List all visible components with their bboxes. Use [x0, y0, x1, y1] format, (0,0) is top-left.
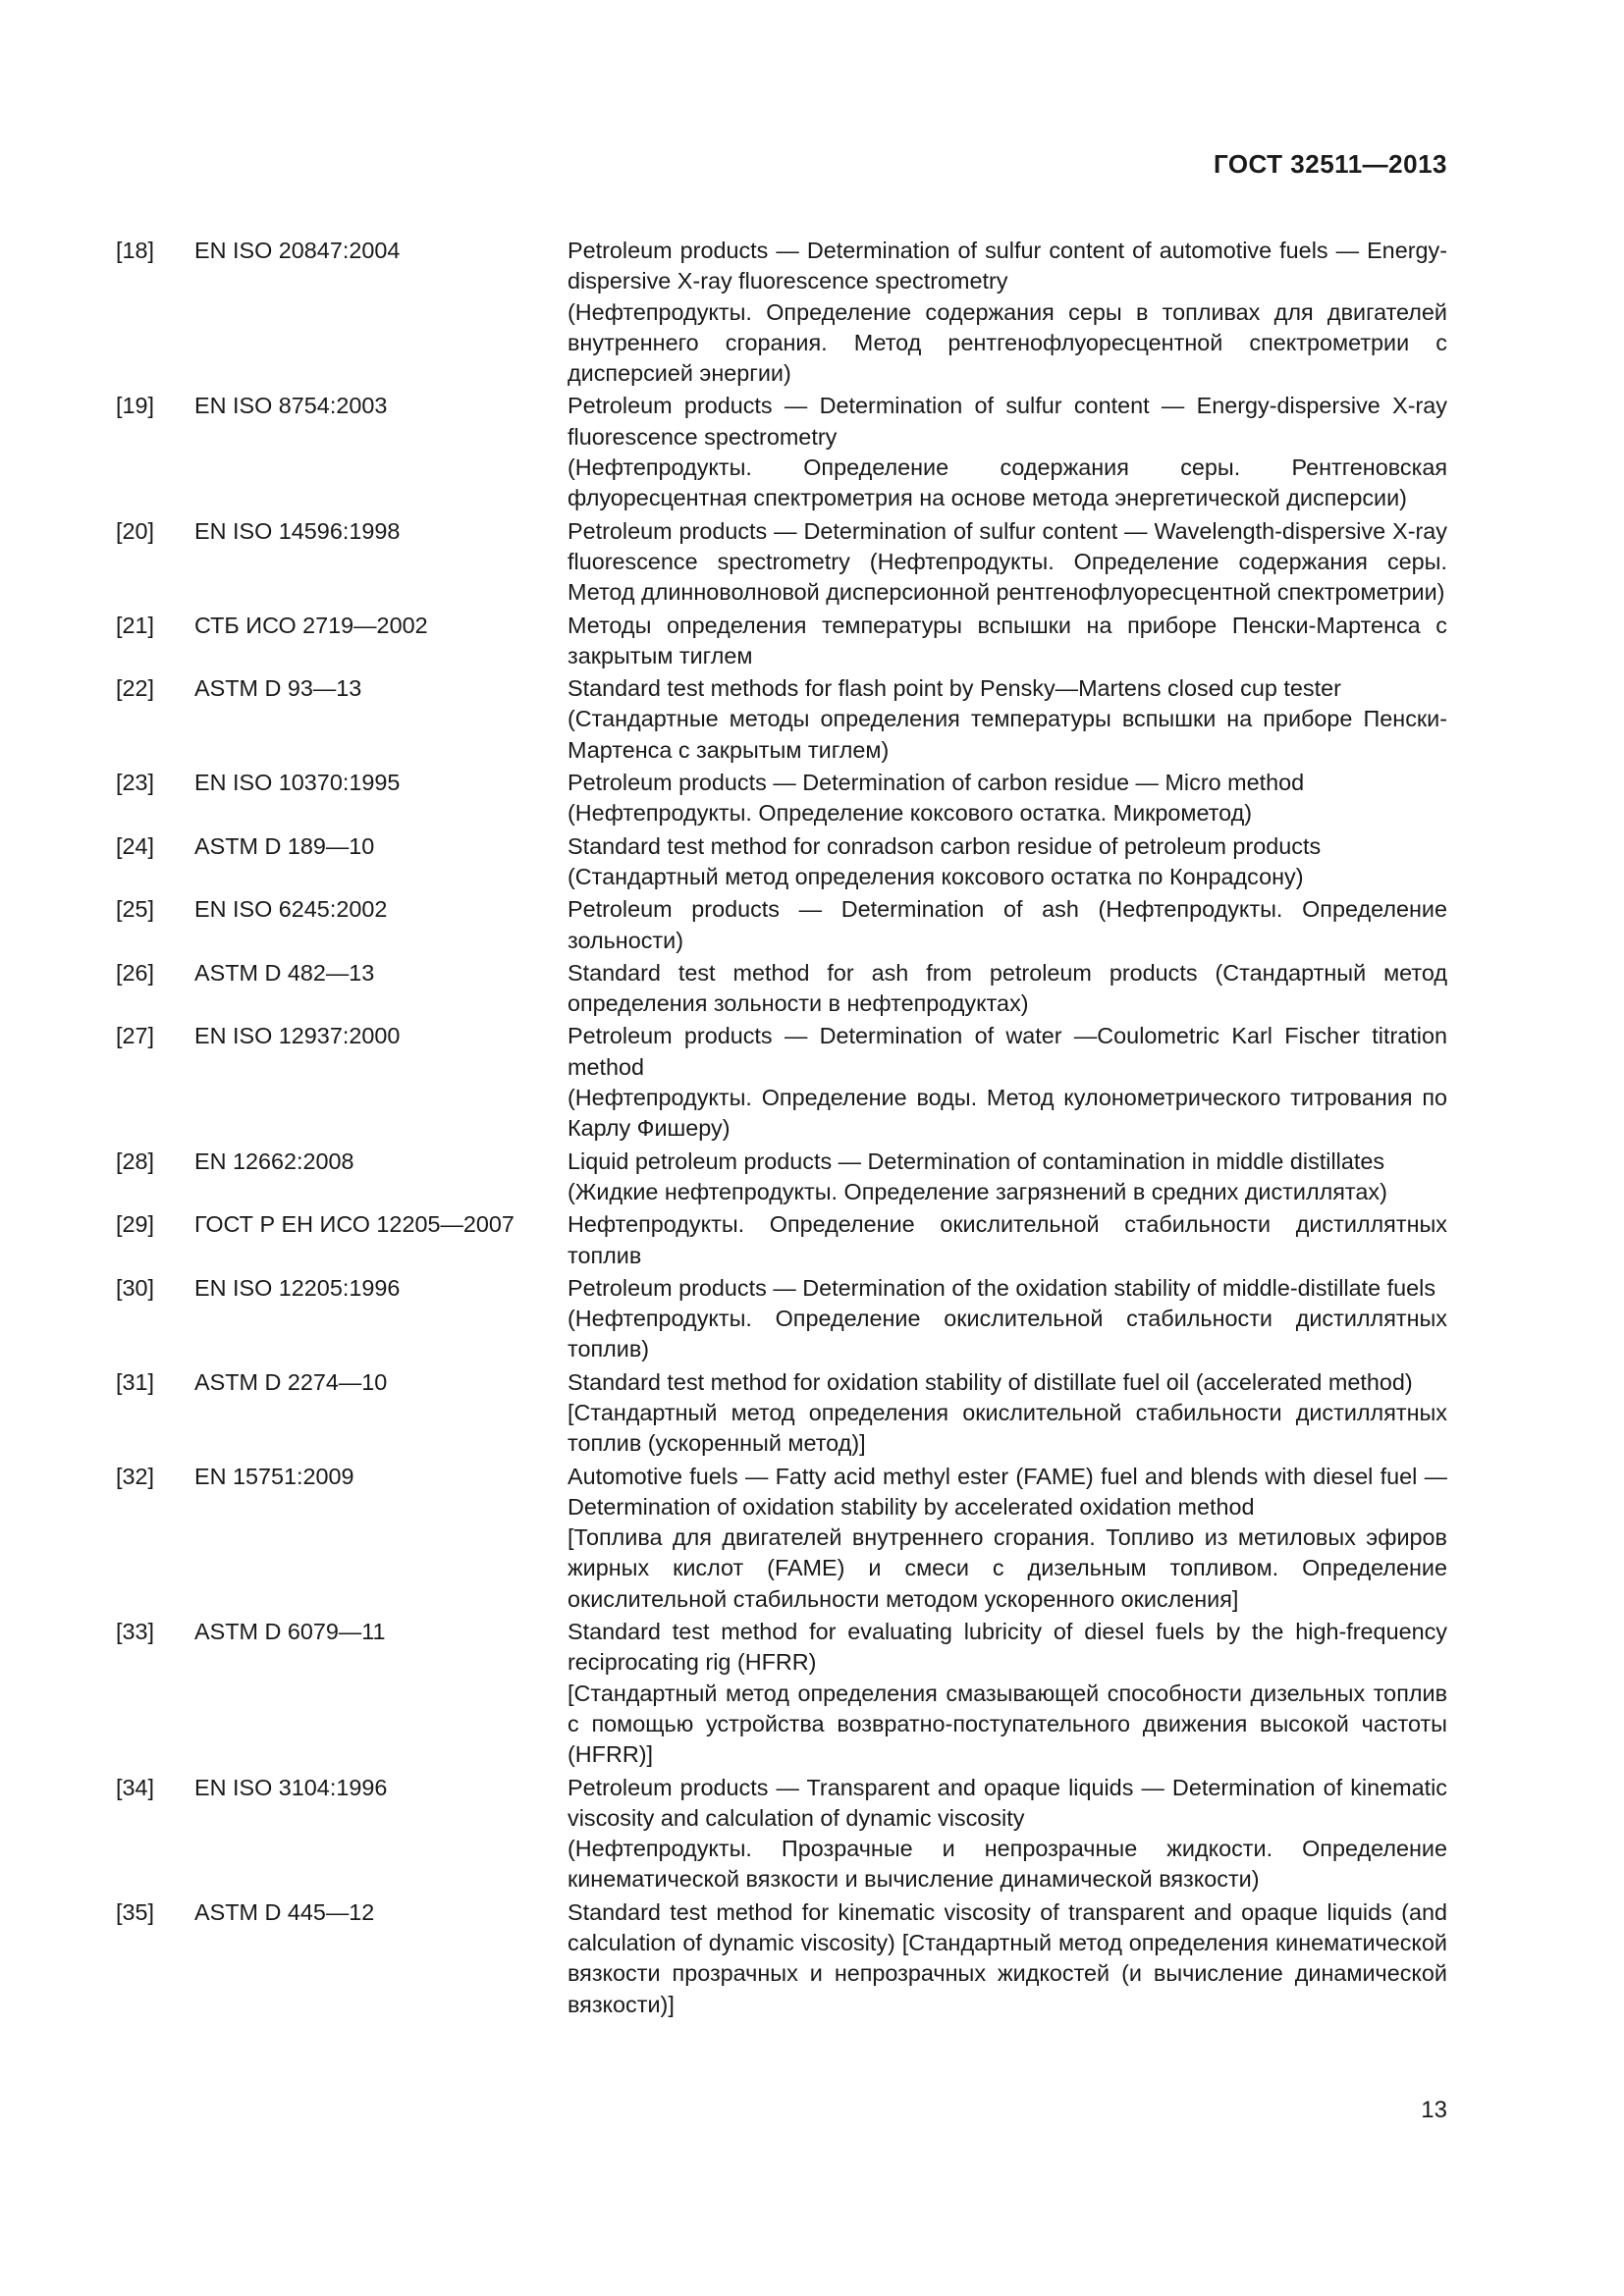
reference-description-line: Automotive fuels — Fatty acid methyl ester (FAME) fuel and blends with diesel fuel — Determination of oxidation stability by accelerated oxidation method — [568, 1463, 1447, 1520]
reference-description — [568, 1897, 1447, 2020]
reference-description-line: (Нефтепродукты. Определение коксового остатка. Микрометод) — [568, 800, 1253, 827]
reference-code: EN ISO 10370:1995 — [194, 770, 401, 796]
reference-number: [26] — [116, 959, 155, 986]
reference-description-line: Petroleum products — Determination of the oxidation stability of middle-distillate fuels — [568, 1274, 1436, 1301]
reference-description-line: Petroleum products — Determination of sulfur content — Energy-dispersive X-ray fluorescence spectrometry — [568, 393, 1447, 450]
reference-description — [568, 1773, 1447, 1896]
reference-description — [568, 1209, 1447, 1271]
reference-item — [116, 831, 1447, 893]
reference-code: EN ISO 14596:1998 — [194, 517, 401, 544]
reference-description-line: Liquid petroleum products — Determination of contamination in middle distillates — [568, 1148, 1385, 1174]
reference-description-line: [Топлива для двигателей внутреннего сгорания. Топливо из метиловых эфиров жирных кислот (FAME) и смеси с дизельным топливом. Определение окислительной стабильности методом ускоренного окисления] — [568, 1524, 1447, 1612]
reference-item — [116, 1462, 1447, 1615]
reference-description-line: (Жидкие нефтепродукты. Определение загрязнений в средних дистиллятах) — [568, 1178, 1387, 1204]
reference-description-line: (Нефтепродукты. Определение воды. Метод кулонометрического титрования по Карлу Фишеру) — [568, 1085, 1447, 1142]
reference-description-line: Petroleum products — Transparent and opaque liquids — Determination of kinematic viscosity and calculation of dynamic viscosity — [568, 1774, 1447, 1831]
references-list — [116, 236, 1447, 2022]
reference-number: [28] — [116, 1148, 155, 1174]
reference-item — [116, 1209, 1447, 1271]
reference-description-line: Standard test method for evaluating lubricity of diesel fuels by the high-frequency reciprocating rig (HFRR) — [568, 1619, 1447, 1676]
reference-item — [116, 1897, 1447, 2020]
reference-code: EN ISO 3104:1996 — [194, 1774, 388, 1800]
reference-description — [568, 958, 1447, 1020]
reference-description — [568, 831, 1447, 893]
reference-number: [21] — [116, 612, 155, 638]
page-number: 13 — [1421, 2097, 1447, 2123]
reference-code: ASTM D 445—12 — [194, 1898, 375, 1925]
reference-description-line: Petroleum products — Determination of sulfur content — Wavelength-dispersive X-ray fluorescence spectrometry (Нефтепродукты. Определение содержания серы. Метод длинноволновой дисперсионной рентгенофлуоресцентной спектрометрии) — [568, 517, 1447, 606]
reference-number: [23] — [116, 770, 155, 796]
reference-code: EN ISO 8754:2003 — [194, 393, 388, 419]
reference-number: [18] — [116, 238, 155, 263]
reference-description — [568, 1273, 1447, 1365]
reference-code: СТБ ИСО 2719—2002 — [194, 612, 428, 638]
reference-item — [116, 1147, 1447, 1208]
reference-code: EN ISO 12205:1996 — [194, 1274, 401, 1301]
reference-description-line: [Стандартный метод определения смазывающей способности дизельных топлив с помощью устройства возвратно-поступательного движения высокой частоты (HFRR)] — [568, 1680, 1447, 1768]
reference-description — [568, 1462, 1447, 1615]
reference-item — [116, 611, 1447, 672]
reference-code: EN ISO 6245:2002 — [194, 896, 388, 923]
reference-description-line: (Нефтепродукты. Определение содержания серы. Рентгеновская флуоресцентная спектрометрия на основе метода энергетической дисперсии) — [568, 454, 1447, 511]
reference-description — [568, 1021, 1447, 1144]
reference-description-line: (Нефтепродукты. Прозрачные и непрозрачные жидкости. Определение кинематической вязкости и вычисление динамической вязкости) — [568, 1836, 1447, 1893]
reference-number: [27] — [116, 1023, 155, 1049]
reference-number: [19] — [116, 393, 155, 419]
reference-description — [568, 894, 1447, 956]
reference-item — [116, 958, 1447, 1020]
reference-code: EN ISO 20847:2004 — [194, 238, 401, 263]
reference-description — [568, 236, 1447, 389]
document-header: ГОСТ 32511—2013 — [1213, 149, 1447, 179]
reference-item — [116, 236, 1447, 389]
reference-code: ASTM D 93—13 — [194, 675, 362, 702]
reference-description-line: (Стандартные методы определения температуры вспышки на приборе Пенски-Мартенса с закрытым тиглем) — [568, 706, 1447, 763]
reference-description-line: Методы определения температуры вспышки на приборе Пенски-Мартенса с закрытым тиглем — [568, 612, 1447, 668]
reference-code: EN 15751:2009 — [194, 1463, 354, 1489]
reference-description — [568, 611, 1447, 672]
reference-item — [116, 673, 1447, 766]
reference-description-line: [Стандартный метод определения окислительной стабильности дистиллятных топлив (ускоренный метод)] — [568, 1399, 1447, 1457]
reference-item — [116, 768, 1447, 829]
reference-description-line: (Нефтепродукты. Определение содержания серы в топливах для двигателей внутреннего сгорания. Метод рентгенофлуоресцентной спектрометрии с дисперсией энергии) — [568, 298, 1447, 387]
reference-number: [35] — [116, 1898, 155, 1925]
reference-description — [568, 768, 1447, 829]
reference-description — [568, 1147, 1447, 1208]
reference-description — [568, 673, 1447, 766]
reference-number: [31] — [116, 1368, 155, 1395]
reference-number: [25] — [116, 896, 155, 923]
reference-number: [22] — [116, 675, 155, 702]
reference-item — [116, 1273, 1447, 1365]
reference-number: [24] — [116, 832, 155, 859]
reference-number: [33] — [116, 1619, 155, 1645]
reference-code: ASTM D 6079—11 — [194, 1619, 386, 1645]
reference-description — [568, 391, 1447, 513]
reference-description-line: Petroleum products — Determination of ash (Нефтепродукты. Определение зольности) — [568, 896, 1447, 953]
reference-item — [116, 1617, 1447, 1770]
reference-number: [30] — [116, 1274, 155, 1301]
reference-description — [568, 516, 1447, 609]
reference-item — [116, 1367, 1447, 1460]
reference-description-line: Standard test method for ash from petroleum products (Стандартный метод определения зольности в нефтепродуктах) — [568, 959, 1447, 1017]
reference-description — [568, 1367, 1447, 1460]
reference-item — [116, 1021, 1447, 1144]
reference-description-line: Standard test methods for flash point by Pensky—Martens closed cup tester — [568, 675, 1341, 702]
reference-description-line: Standard test method for conradson carbon residue of petroleum products — [568, 832, 1322, 859]
reference-description-line: (Стандартный метод определения коксового остатка по Конрадсону) — [568, 863, 1304, 889]
reference-description-line: Standard test method for oxidation stability of distillate fuel oil (accelerated method) — [568, 1368, 1413, 1395]
reference-number: [32] — [116, 1463, 155, 1489]
reference-description-line: (Нефтепродукты. Определение окислительной стабильности дистиллятных топлив) — [568, 1306, 1447, 1362]
reference-description-line: Нефтепродукты. Определение окислительной стабильности дистиллятных топлив — [568, 1211, 1447, 1268]
reference-item — [116, 1773, 1447, 1896]
reference-code: ГОСТ Р ЕН ИСО 12205—2007 — [194, 1211, 514, 1238]
reference-number: [29] — [116, 1211, 155, 1238]
reference-number: [20] — [116, 517, 155, 544]
reference-description-line: Standard test method for kinematic viscosity of transparent and opaque liquids (and calculation of dynamic viscosity) [Стандартный метод определения кинематической вязкости прозрачных и непрозрачных жидкостей (и вычисление динамической вязкости)] — [568, 1898, 1447, 2017]
reference-item — [116, 894, 1447, 956]
reference-item — [116, 516, 1447, 609]
reference-description — [568, 1617, 1447, 1770]
reference-description-line: Petroleum products — Determination of carbon residue — Micro method — [568, 770, 1305, 796]
reference-code: EN 12662:2008 — [194, 1148, 354, 1174]
reference-code: ASTM D 482—13 — [194, 959, 375, 986]
reference-number: [34] — [116, 1774, 155, 1800]
reference-description-line: Petroleum products — Determination of water —Coulometric Karl Fischer titration method — [568, 1023, 1447, 1080]
reference-description-line: Petroleum products — Determination of sulfur content of automotive fuels — Energy-dispersive X-ray fluorescence spectrometry — [568, 238, 1447, 294]
reference-item — [116, 391, 1447, 513]
reference-code: ASTM D 189—10 — [194, 832, 375, 859]
reference-code: EN ISO 12937:2000 — [194, 1023, 401, 1049]
reference-code: ASTM D 2274—10 — [194, 1368, 388, 1395]
